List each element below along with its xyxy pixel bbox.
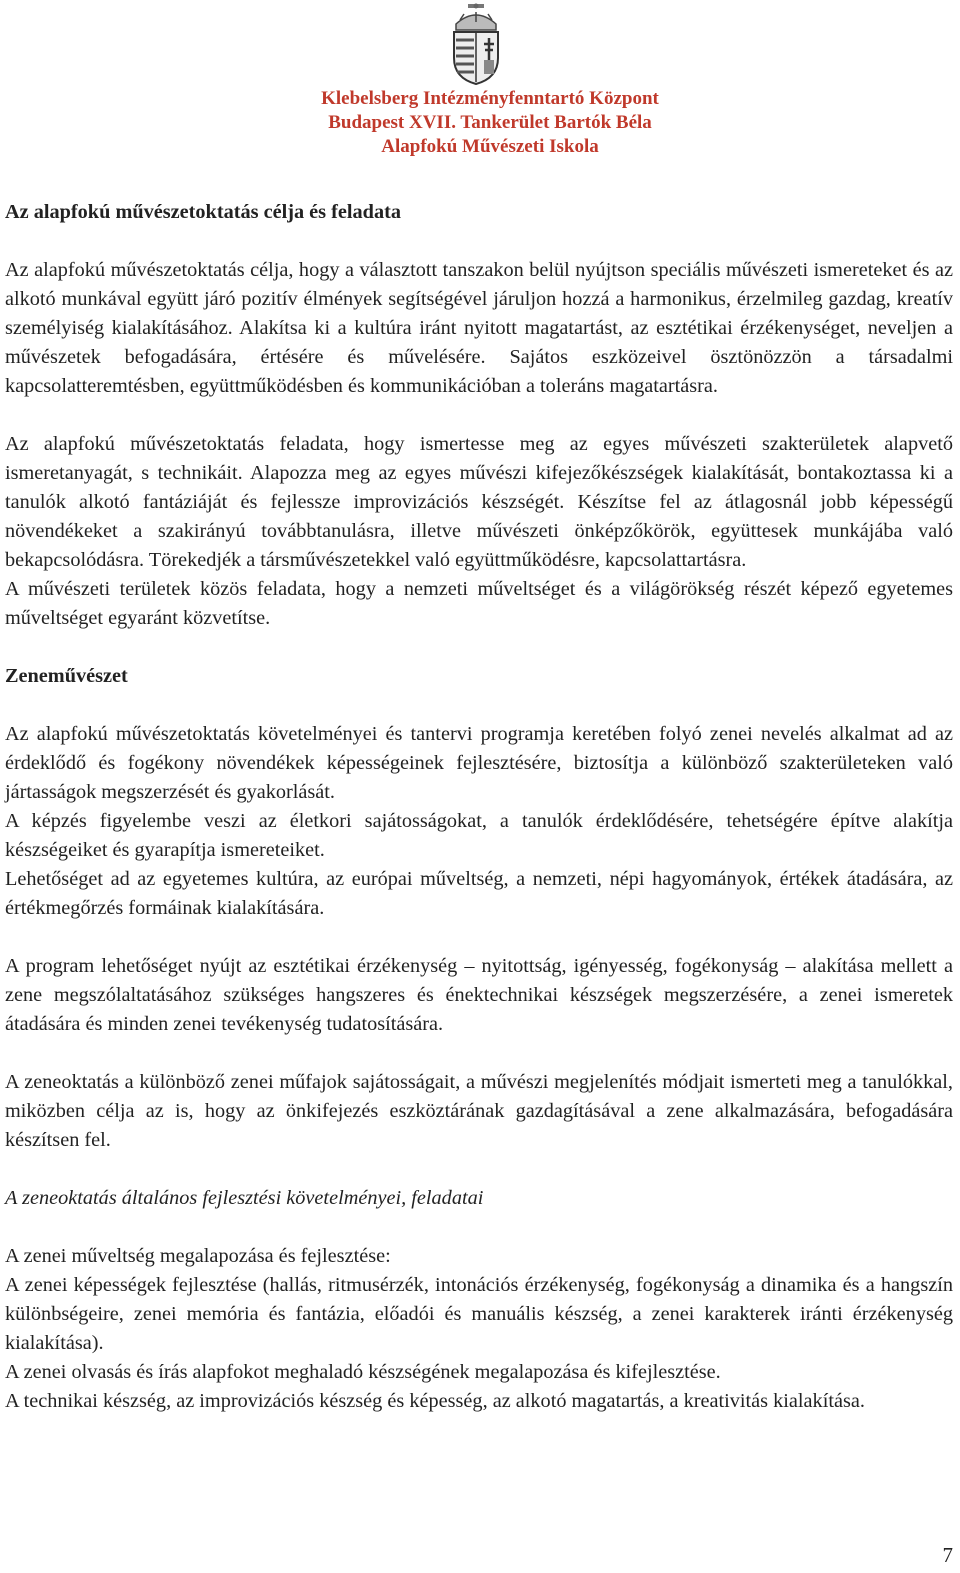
paragraph: A képzés figyelembe veszi az életkori sajátosságokat, a tanulók érdeklődésére, tehetségére építve alakítja készségeiket és gyarapítja ismereteiket. (5, 810, 953, 861)
institution-name-line1: Klebelsberg Intézményfenntartó Központ (321, 88, 659, 109)
paragraph: Az alapfokú művészetoktatás követelményei és tantervi programja keretében folyó zenei nevelés alkalmat ad az érdeklődő és fogékony növendékek képességeinek fejlesztésére, biztosítja a különböző szakterületeken való jártasságok megszerzését és gyakorlását. (5, 723, 953, 803)
paragraph: A zenei képességek fejlesztése (hallás, ritmusérzék, intonációs érzékenység, fogékonyság a dinamika és a hangszín különbségeire, zenei memória és fantázia, előadói és manuális készség, a zenei karakterek iránti érzékenység kialakítása). (5, 1274, 953, 1354)
page-number: 7 (942, 1543, 953, 1567)
paragraph: Az alapfokú művészetoktatás célja, hogy a választott tanszakon belül nyújtson speciális művészeti ismereteket és az alkotó munkával együtt járó pozitív élmények segítségével járuljon hozzá a harmonikus, érzelmileg gazdag, kreatív személyiség kialakításához. Alakítsa ki a kultúra iránt nyitott magatartást, az esztétikai érzékenységet, neveljen a művészetek befogadására, értésére és művelésére. Sajátos eszközeivel ösztönözzön a társadalmi kapcsolatteremtésben, együttműködésben és kommunikációban a toleráns magatartásra. (5, 259, 953, 397)
document-body (5, 198, 953, 1416)
subsection-heading: A zeneoktatás általános fejlesztési követelményei, feladatai (5, 1187, 484, 1209)
paragraph: A művészeti területek közös feladata, hogy a nemzeti műveltséget és a világörökség részét képező egyetemes műveltséget egyaránt közvetítse. (5, 578, 953, 629)
paragraph: Lehetőséget ad az egyetemes kultúra, az európai műveltség, a nemzeti, népi hagyományok, értékek átadására, az értékmegőrzés formáinak kialakítására. (5, 868, 953, 919)
section-heading-aim: Az alapfokú művészetoktatás célja és feladata (5, 201, 401, 223)
paragraph: A zenei műveltség megalapozása és fejlesztése: (5, 1245, 391, 1267)
coat-of-arms-icon (448, 2, 504, 86)
institution-name-line2: Budapest XVII. Tankerület Bartók Béla (328, 112, 652, 133)
paragraph: A zenei olvasás és írás alapfokot meghaladó készségének megalapozása és kifejlesztése. (5, 1361, 721, 1383)
paragraph: A zeneoktatás a különböző zenei műfajok sajátosságait, a művészi megjelenítés módjait ismerteti meg a tanulókkal, miközben célja az is, hogy az önkifejezés eszköztárának gazdagításával a zene alkalmazására, befogadására készítsen fel. (5, 1071, 953, 1151)
section-heading-music: Zeneművészet (5, 665, 128, 687)
paragraph: Az alapfokú művészetoktatás feladata, hogy ismertesse meg az egyes művészeti szakterületek alapvető ismeretanyagát, s technikáit. Alapozza meg az egyes művészi kifejezőkészségek kialakítását, bontakoztassa ki a tanulók alkotó fantáziáját és fejlessze improvizációs készségét. Készítse fel az átlagosnál jobb képességű növendékeket a szakirányú továbbtanulásra, illetve művészeti önképzőkörök, együttesek munkájába való bekapcsolódásra. Törekedjék a társművészetekkel való együttműködésre, kapcsolattartásra. (5, 433, 953, 571)
institution-name-line3: Alapfokú Művészeti Iskola (381, 136, 599, 157)
paragraph: A program lehetőséget nyújt az esztétikai érzékenység – nyitottság, igényesség, fogékonyság – alakítása mellett a zene megszólaltatásához szükséges hangszeres és énektechnikai készségek megszerzésére, a zenei ismeretek átadására és minden zenei tevékenység tudatosítására. (5, 955, 953, 1035)
paragraph: A technikai készség, az improvizációs készség és képesség, az alkotó magatartás, a kreativitás kialakítása. (5, 1390, 865, 1412)
